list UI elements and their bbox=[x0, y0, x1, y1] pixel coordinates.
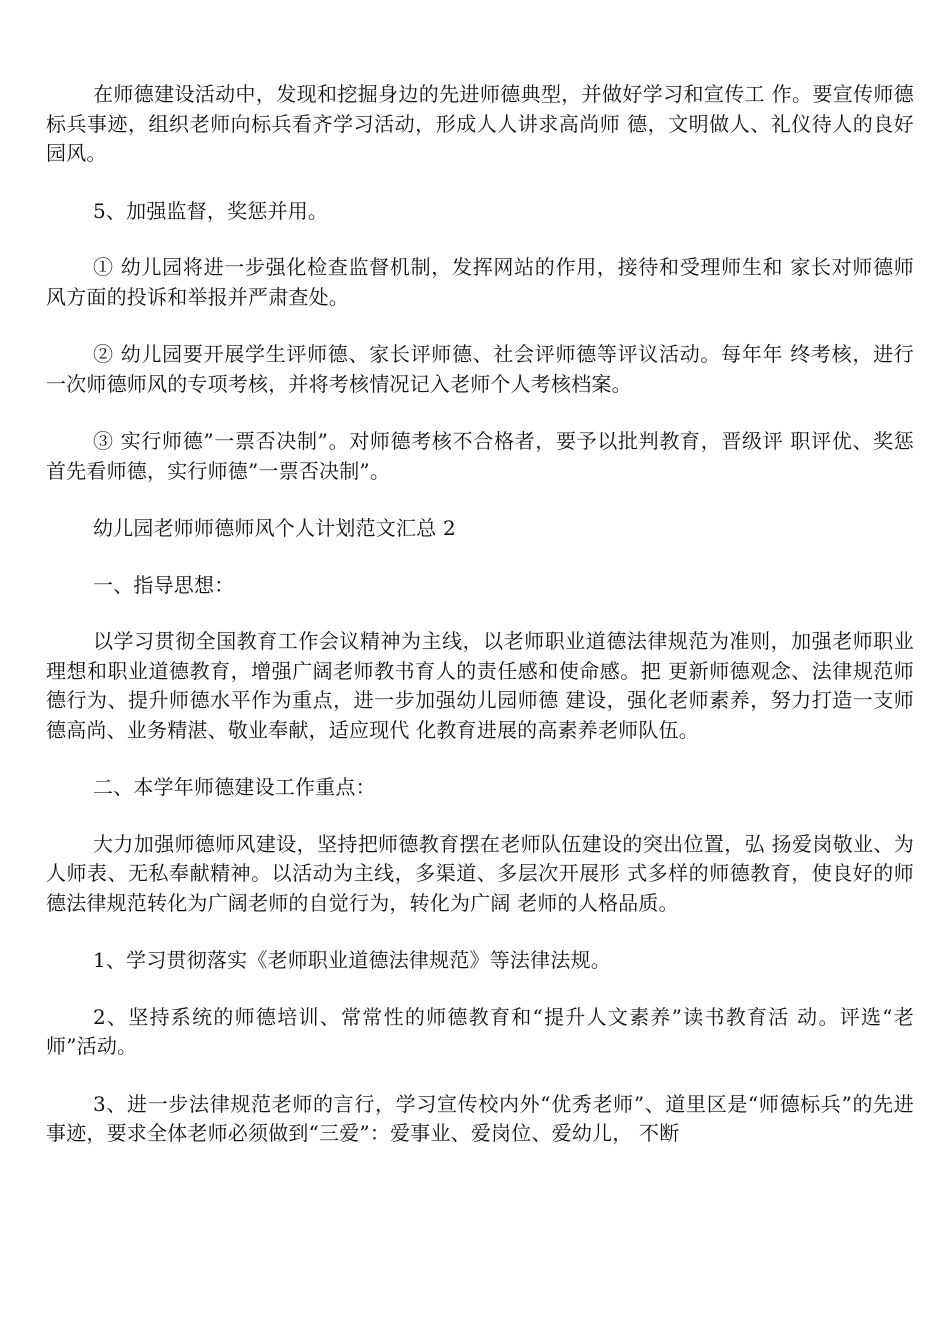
heading-guiding-ideology: 一、指导思想： bbox=[93, 572, 235, 597]
paragraph-work-focus: 大力加强师德师风建设，坚持把师德教育摆在老师队伍建设的突出位置，弘 扬爱岗敬业、为人师表、无私奉献精神。以活动为主线，多渠道、多层次开展形 式多样的师德教育，使良好的师德法律规范转化为广阔老师的自觉行为，转化为广阔 老师的人格品质。 bbox=[46, 831, 914, 915]
list-item-1: 1、学习贯彻落实《老师职业道德法律规范》等法律法规。 bbox=[93, 948, 611, 972]
paragraph-evaluation-activities: ② 幼儿园要开展学生评师德、家长评师德、社会评师德等评议活动。每年年 终考核，进行一次师德师风的专项考核，并将考核情况记入老师个人考核档案。 bbox=[46, 342, 914, 396]
list-item-2: 2、坚持系统的师德培训、常常性的师德教育和“提升人文素养”读书教育活 动。评选“老师”活动。 bbox=[46, 1004, 914, 1058]
heading-supervision: 5、加强监督，奖惩并用。 bbox=[93, 198, 329, 223]
heading-work-focus: 二、本学年师德建设工作重点： bbox=[93, 775, 376, 799]
paragraph-promote-models: 在师德建设活动中，发现和挖掘身边的先进师德典型，并做好学习和宣传工 作。要宣传师德标兵事迹，组织老师向标兵看齐学习活动，形成人人讲求高尚师 德，文明做人、礼仪待人的良好园风。 bbox=[46, 82, 914, 165]
section-title-plan-2: 幼儿园老师师德师风个人计划范文汇总 2 bbox=[93, 516, 456, 540]
paragraph-one-vote-veto: ③ 实行师德”一票否决制”。对师德考核不合格者，要予以批判教育，晋级评 职评优、奖惩首先看师德，实行师德”一票否决制”。 bbox=[46, 429, 914, 483]
paragraph-guiding-ideology: 以学习贯彻全国教育工作会议精神为主线，以老师职业道德法律规范为准则，加强老师职业理想和职业道德教育，增强广阔老师教书育人的责任感和使命感。把 更新师德观念、法律规范师德行为、提升师德水平作为重点，进一步加强幼儿园师德 建设，强化老师素养，努力打造一支师德高尚、业务精湛、敬业奉献，适应现代 化教育进展的高素养老师队伍。 bbox=[46, 629, 914, 742]
list-item-3: 3、进一步法律规范老师的言行，学习宣传校内外“优秀老师”、道里区是“师德标兵”的先进事迹，要求全体老师必须做到“三爱”：爱事业、爱岗位、爱幼儿， 不断 bbox=[46, 1091, 914, 1145]
paragraph-complaint-handling: ① 幼儿园将进一步强化检查监督机制，发挥网站的作用，接待和受理师生和 家长对师德师风方面的投诉和举报并严肃查处。 bbox=[46, 255, 914, 309]
document-page bbox=[46, 80, 914, 1177]
